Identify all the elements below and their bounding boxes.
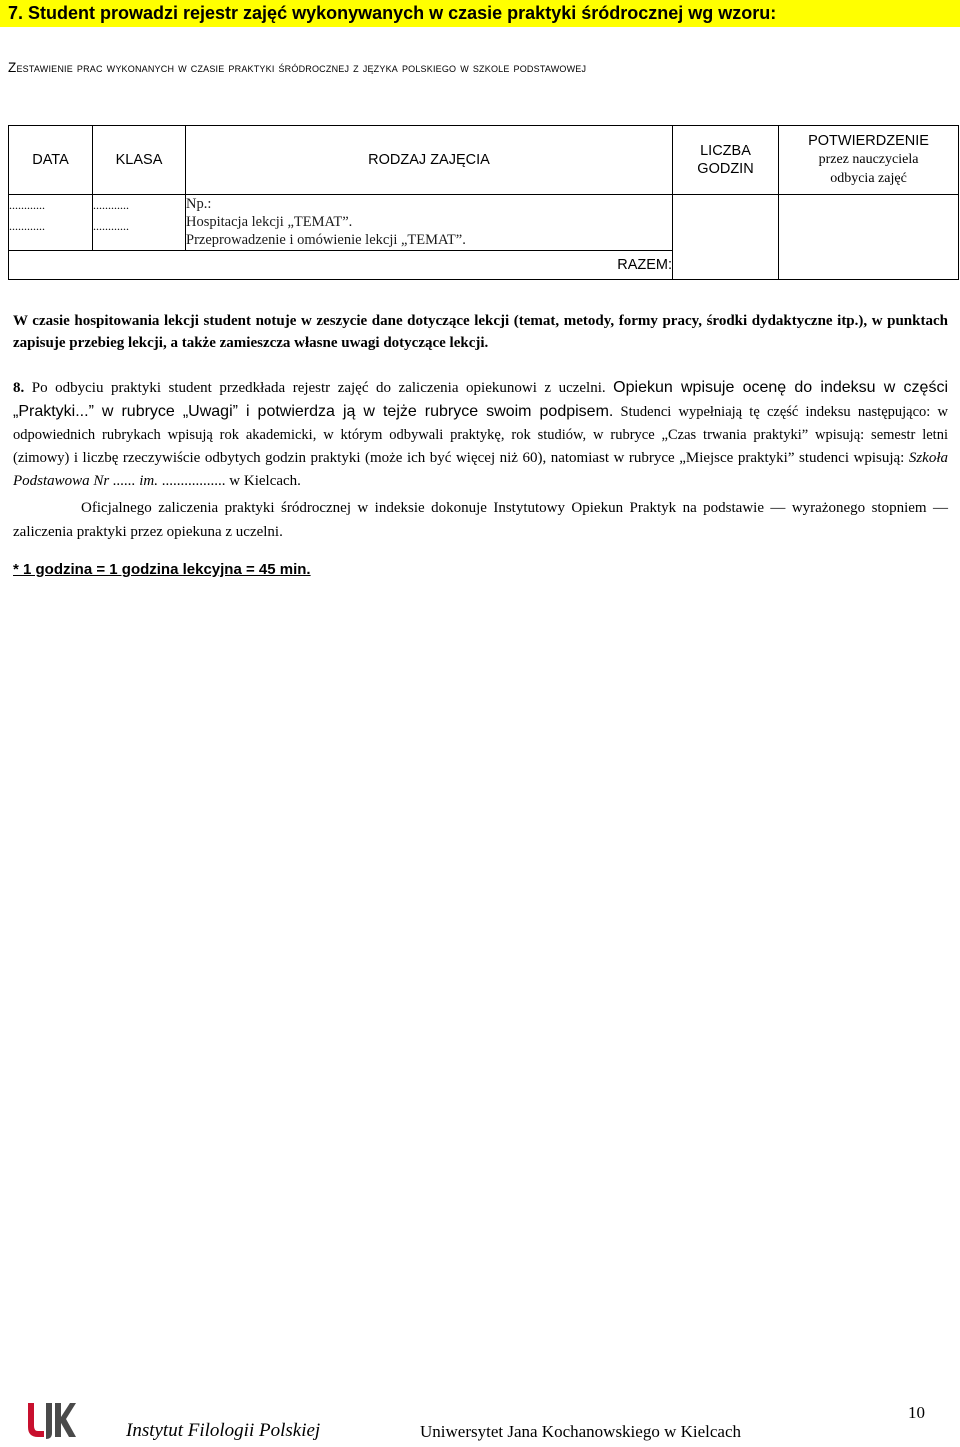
paragraph-8	[13, 376, 948, 493]
example-line-2: Hospitacja lekcji „TEMAT”.	[186, 214, 353, 230]
total-label: RAZEM:	[9, 251, 673, 280]
header-class: KLASA	[93, 126, 186, 195]
paragraph-8-ending: ...... w Kielcach.	[203, 473, 301, 489]
footnote-hour-definition: * 1 godzina = 1 godzina lekcyjna = 45 min.	[13, 561, 311, 578]
table-header-row	[9, 126, 959, 195]
footer-university: Uniwersytet Jana Kochanowskiego w Kielcach	[420, 1422, 742, 1441]
header-confirmation	[779, 126, 959, 195]
class-dots-1: ............	[93, 198, 129, 212]
paragraph-8-school-name: Szkoła Podstawowa Nr ...... im.	[13, 450, 948, 489]
footer-institute: Instytut Filologii Polskiej	[126, 1420, 321, 1441]
activity-example-cell	[186, 195, 673, 251]
date-cell	[9, 195, 93, 251]
table-row	[9, 195, 959, 251]
header-confirm-line1: POTWIERDZENIE	[808, 133, 929, 149]
header-confirm-line2: przez nauczyciela	[818, 152, 919, 167]
header-hours-line1: LICZBA	[700, 143, 751, 159]
header-activity-type: RODZAJ ZAJĘCIA	[186, 126, 673, 195]
paragraph-8-number: 8.	[13, 380, 25, 396]
hospitation-notes-paragraph: W czasie hospitowania lekcji student notuje w zeszycie dane dotyczące lekcji (temat, metody, formy pracy, środki dydaktyczne itp.), w punktach zapisuje przebieg lekcji, a także zamieszcza własne uwagi dotyczące lekcji.	[13, 313, 948, 351]
paragraph-official-credit: Oficjalnego zaliczenia praktyki śródrocznej w indeksie dokonuje Instytutowy Opiekun Praktyk na podstawie — wyrażonego stopniem — zaliczenia praktyki przez opiekuna z uczelni.	[13, 500, 948, 540]
header-hours-line2: GODZIN	[697, 161, 754, 177]
class-dots-2: ............	[93, 219, 129, 233]
register-table	[8, 125, 959, 280]
table-title: Zestawienie prac wykonanych w czasie praktyki śródrocznej z języka polskiego w szkole podstawowej	[8, 60, 587, 75]
example-line-1: Np.:	[186, 196, 212, 212]
header-confirm-line3: odbycia zajęć	[830, 171, 907, 186]
header-date: DATA	[9, 126, 93, 195]
paragraph-8-sentence-3: Studenci wypełniają tę część indeksu następująco: w odpowiednich rubrykach wpisują rok akademicki, w którym odbywali praktykę, rok studiów, w rubryce „Czas trwania praktyki” wpisują:	[13, 404, 948, 443]
header-hours	[673, 126, 779, 195]
confirmation-cell	[779, 195, 959, 280]
section-heading: 7. Student prowadzi rejestr zajęć wykonywanych w czasie praktyki śródrocznej wg wzoru:	[0, 0, 960, 27]
page-number: 10	[908, 1403, 925, 1422]
hours-cell	[673, 195, 779, 280]
date-dots-1: ............	[9, 198, 45, 212]
ujk-logo-icon	[24, 1397, 76, 1441]
paragraph-8-sentence-2: Opiekun wpisuje ocenę do indeksu w części „Praktyki...” w rubryce „Uwagi” i potwierdza ją w tejże rubryce swoim podpisem.	[13, 379, 949, 420]
date-dots-2: ............	[9, 219, 45, 233]
example-line-3: Przeprowadzenie i omówienie lekcji „TEMAT”.	[186, 232, 466, 248]
paragraph-8-semester: semestr letni (zimowy)	[13, 427, 948, 466]
paragraph-8-dots: ...........	[161, 473, 204, 489]
paragraph-8-sentence-4: i liczbę rzeczywiście odbytych godzin praktyki (może ich być więcej niż 60), natomiast w rubryce „Miejsce praktyki” studenci wpisują:	[69, 450, 909, 466]
class-cell	[93, 195, 186, 251]
paragraph-8-sentence-1: Po odbyciu praktyki student przedkłada rejestr zajęć do zaliczenia opiekunowi z uczelni.	[24, 380, 614, 396]
